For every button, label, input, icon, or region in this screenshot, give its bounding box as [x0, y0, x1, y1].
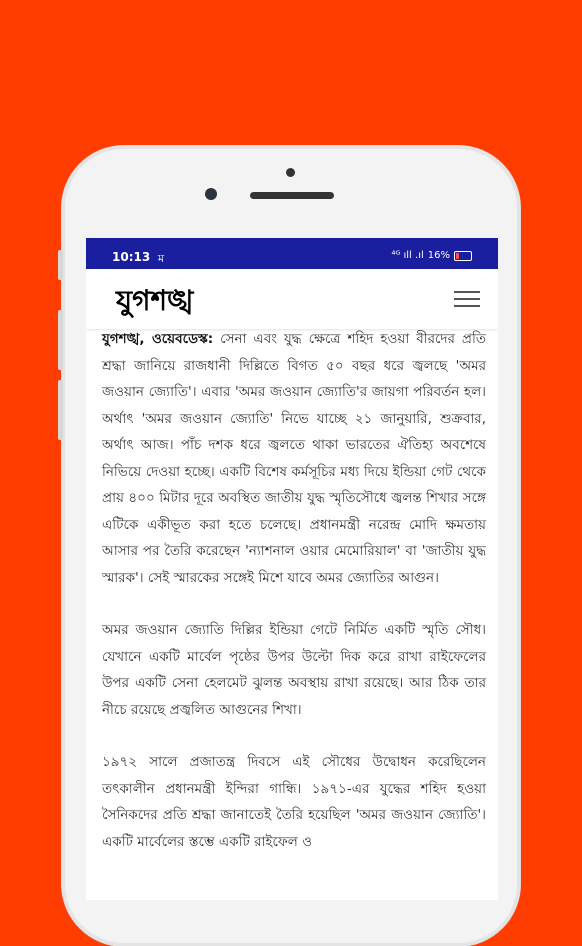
signal-icon: ⁴ᴳ ıll .ıl [391, 250, 424, 261]
article-body [102, 326, 486, 881]
notification-app-icon: ম [158, 252, 165, 265]
sensor-dot [286, 168, 295, 177]
battery-icon [454, 251, 472, 261]
battery-percent: 16% [427, 250, 450, 261]
earpiece-speaker [250, 192, 334, 199]
status-bar [86, 238, 498, 269]
article-paragraph: অমর জওয়ান জ্যোতি দিল্লির ইন্ডিয়া গেটে নির্মিত একটি স্মৃতি সৌধ। যেখানে একটি মার্বেল পৃষ্ঠের উপর উল্টো দিক করে রাখা রাইফেলের উপর একটি সেনা হেলমেট ঝুলন্ত অবস্থায় রাখা রয়েছে। আর ঠিক তার নীচে রয়েছে প্রজ্বলিত আগুনের শিখা। [102, 622, 486, 718]
status-time: 10:13 [112, 250, 151, 264]
volume-up-button [58, 310, 63, 370]
hamburger-menu-icon[interactable] [454, 291, 480, 307]
side-button [58, 250, 63, 280]
site-logo[interactable]: যুগশঙ্খ [116, 284, 194, 317]
app-header [86, 269, 498, 329]
volume-down-button [58, 380, 63, 440]
article-paragraph: ১৯৭২ সালে প্রজাতন্ত্র দিবসে এই সৌধের উদ্বোধন করেছিলেন তৎকালীন প্রধানমন্ত্রী ইন্দিরা গান্ধি। ১৯৭১-এর যুদ্ধের শহিদ হওয়া সৈনিকদের প্রতি শ্রদ্ধা জানাতেই তৈরি হয়েছিল 'অমর জওয়ান জ্যোতি'। একটি মার্বেলের স্তম্ভে একটি রাইফেল ও [102, 754, 486, 850]
front-camera [205, 188, 217, 200]
article-paragraph [102, 326, 486, 591]
status-indicators [391, 250, 472, 261]
phone-screen [86, 238, 498, 900]
article-dateline: যুগশঙ্খ, ওয়েবডেস্ক: [102, 331, 214, 347]
article-text: সেনা এবং যুদ্ধ ক্ষেত্রে শহিদ হওয়া বীরদের প্রতি শ্রদ্ধা জানিয়ে রাজধানী দিল্লিতে বিগত ৫০ বছর ধরে জ্বলছে 'অমর জওয়ান জ্যোতি'। এবার 'অমর জওয়ান জ্যোতি'র জায়গা পরিবর্তন হল। অর্থাৎ 'অমর জওয়ান জ্যোতি' নিভে যাচ্ছে ২১ জানুয়ারি, শুক্রবার, অর্থাৎ আজ। পাঁচ দশক ধরে জ্বলতে থাকা ভারতের ঐতিহ্য অবশেষে নিভিয়ে দেওয়া হচ্ছে। একটি বিশেষ কর্মসূচির মধ্য দিয়ে ইন্ডিয়া গেট থেকে প্রায় ৪০০ মিটার দূরে অবস্থিত জাতীয় যুদ্ধ স্মৃতিসৌধে জ্বলন্ত শিখার সঙ্গে এটিকে একীভূত করা হতে চলেছে। প্রধানমন্ত্রী নরেন্দ্র মোদি ক্ষমতায় আসার পর তৈরি করেছেন 'ন্যাশনাল ওয়ার মেমোরিয়াল' বা 'জাতীয় যুদ্ধ স্মারক'। সেই স্মারকের সঙ্গেই মিশে যাবে অমর জ্যোতির আগুন। [102, 331, 486, 586]
